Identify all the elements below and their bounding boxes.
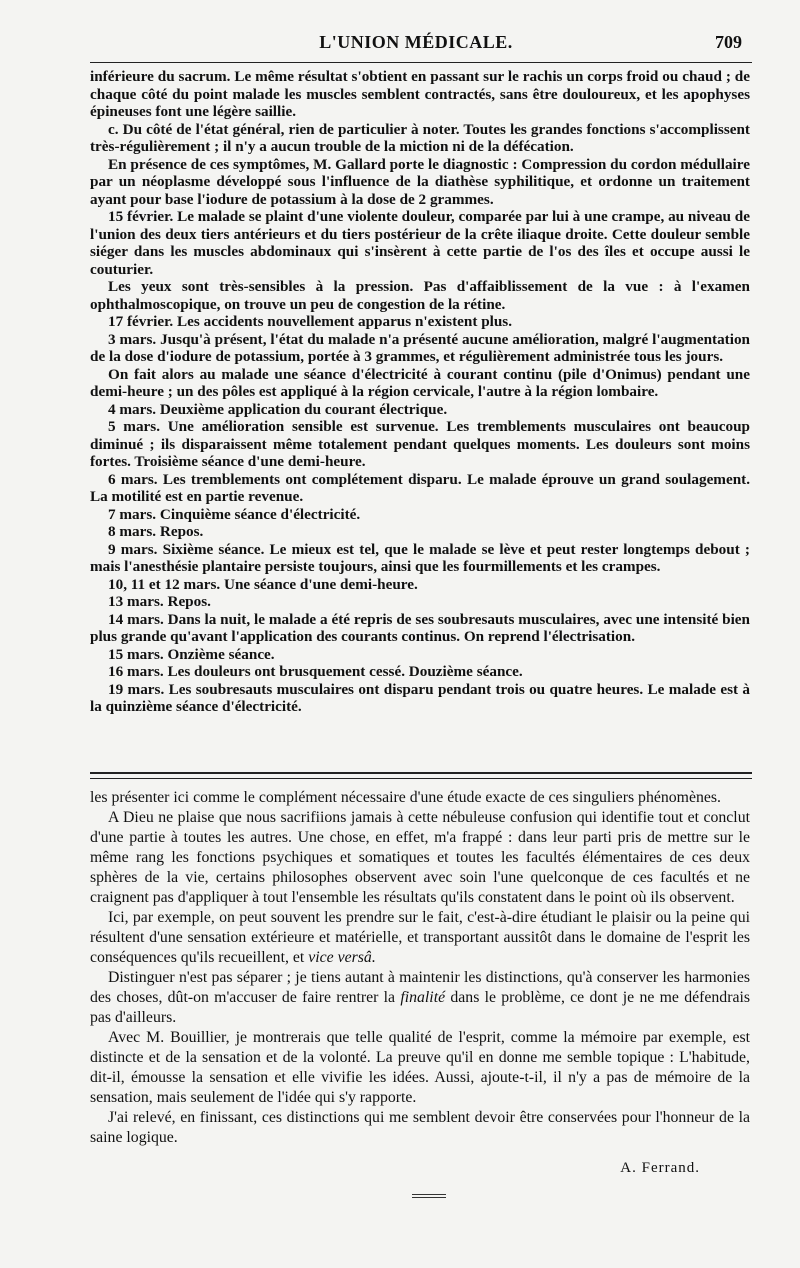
article-text [90, 788, 750, 1148]
obs-paragraph: 4 mars. Deuxième application du courant électrique. [108, 400, 448, 418]
obs-paragraph: 7 mars. Cinquième séance d'électricité. [108, 505, 361, 523]
obs-paragraph: c. Du côté de l'état général, rien de particulier à noter. Toutes les grandes fonctions s'accomplissent très-régulièrement ; il n'y a aucun trouble de la miction ni de la défécation. [90, 120, 750, 155]
article-paragraph: A Dieu ne plaise que nous sacrifiions jamais à cette nébuleuse confusion qui identifie tout et conclut d'une partie à toutes les autres. Une chose, en effet, m'a frappé : dans leur parti pris de mettre sur le même rang les fonctions psychiques et somatiques et toutes les facultés élémentaires de ces deux sphères de la vie, certains philosophes observent avec soin l'une quelconque de ces facultés et ne craignent pas d'appliquer à tout l'ensemble les résultats qu'ils constatent dans le point où ils observent. [90, 809, 750, 906]
article-paragraph: Avec M. Bouillier, je montrerais que telle qualité de l'esprit, comme la mémoire par exemple, est distincte et de la sensation et de la volonté. La preuve qu'il en donne me semble topique : L'habitude, dit-il, émousse la sensation et elle vivifie les idées. Aussi, ajoute-t-il, il n'y a pas de mémoire de la sensation, mais seulement de l'idée qui s'y rapporte. [90, 1029, 750, 1106]
obs-paragraph: 10, 11 et 12 mars. Une séance d'une demi-heure. [108, 575, 418, 593]
journal-title: L'UNION MÉDICALE. [319, 32, 513, 52]
article-paragraph [90, 968, 750, 1028]
obs-paragraph: 8 mars. Repos. [108, 523, 204, 540]
section-divider [90, 772, 752, 779]
article-text-span: Ici, par exemple, on peut souvent les prendre sur le fait, c'est-à-dire étudiant le plaisir ou la peine qui résultent d'une sensation extérieure et matérielle, et transportant aussitôt dans le domaine de l'esprit les conséquences qu'ils recueillent, et [90, 909, 750, 966]
author-signature: A. Ferrand. [620, 1160, 700, 1176]
end-rule [412, 1194, 446, 1195]
page-number: 709 [715, 32, 742, 52]
case-observation [90, 68, 750, 716]
obs-paragraph: 17 février. Les accidents nouvellement apparus n'existent plus. [108, 313, 513, 330]
italic-phrase: vice versâ. [308, 949, 376, 966]
header-rule [90, 62, 752, 63]
obs-paragraph: 15 mars. Onzième séance. [108, 645, 275, 663]
obs-paragraph: En présence de ces symptômes, M. Gallard porte le diagnostic : Compression du cordon médullaire par un néoplasme développé sous l'influence de la diathèse syphilitique, et ordonne un traitement ayant pour base l'iodure de potassium à la dose de 2 grammes. [90, 155, 750, 208]
obs-paragraph: 5 mars. Une amélioration sensible est survenue. Les tremblements musculaires ont beaucoup diminué ; ils disparaissent même totalement pendant quelques moments. Les douleurs sont moins fortes. Troisième séance d'une demi-heure. [90, 418, 750, 470]
obs-paragraph: 19 mars. Les soubresauts musculaires ont disparu pendant trois ou quatre heures. Le malade est à la quinzième séance d'électricité. [90, 680, 750, 715]
obs-paragraph: 3 mars. Jusqu'à présent, l'état du malade n'a présenté aucune amélioration, malgré l'augmentation de la dose d'iodure de potassium, portée à 3 grammes, et régulièrement administrée tous les jours. [90, 330, 750, 365]
obs-paragraph: 15 février. Le malade se plaint d'une violente douleur, comparée par lui à une crampe, au niveau de l'union des deux tiers antérieurs et du tiers postérieur de la crête iliaque droite. Cette douleur semble siéger dans les muscles abdominaux qui s'insèrent à cette partie de l'os des îles et occupe aussi le couturier. [90, 208, 750, 278]
obs-paragraph: Les yeux sont très-sensibles à la pression. Pas d'affaiblissement de la vue : à l'examen ophthalmoscopique, on trouve un peu de congestion de la rétine. [90, 278, 750, 313]
obs-paragraph: 13 mars. Repos. [108, 593, 211, 610]
article-text-span: dans le problème, ce dont je ne me défendrais pas d'ailleurs. [90, 989, 750, 1026]
end-rule [412, 1197, 446, 1198]
article-paragraph: les présenter ici comme le complément nécessaire d'une étude exacte de ces singuliers phénomènes. [90, 789, 721, 806]
obs-paragraph: 6 mars. Les tremblements ont complétement disparu. Le malade éprouve un grand soulagement. La motilité est en partie revenue. [90, 470, 750, 505]
italic-phrase: finalité [400, 989, 446, 1006]
obs-paragraph: 9 mars. Sixième séance. Le mieux est tel, que le malade se lève et peut rester longtemps debout ; mais l'anesthésie plantaire persiste toujours, ainsi que les fourmillements et les crampes. [90, 540, 750, 575]
running-header [90, 28, 742, 58]
obs-paragraph: 16 mars. Les douleurs ont brusquement cessé. Douzième séance. [108, 663, 523, 680]
article-text-span: Distinguer n'est pas séparer ; je tiens autant à maintenir les distinctions, qu'à conserver les harmonies des choses, dût-on m'accuser de faire rentrer la [90, 969, 750, 1006]
article-paragraph: J'ai relevé, en finissant, ces distinctions qui me semblent devoir être conservées pour l'honneur de la saine logique. [90, 1109, 750, 1146]
article-paragraph [90, 908, 750, 968]
obs-paragraph: 14 mars. Dans la nuit, le malade a été repris de ses soubresauts musculaires, avec une intensité bien plus grande qu'avant l'application des courants continus. On reprend l'électrisation. [90, 610, 750, 645]
obs-paragraph: inférieure du sacrum. Le même résultat s'obtient en passant sur le rachis un corps froid ou chaud ; de chaque côté du point malade les muscles semblent contractés, sans être douloureux, et les apophyses épineuses font une légère saillie. [90, 68, 750, 120]
obs-paragraph: On fait alors au malade une séance d'électricité à courant continu (pile d'Onimus) pendant une demi-heure ; un des pôles est appliqué à la région cervicale, l'autre à la région lombaire. [90, 365, 750, 400]
